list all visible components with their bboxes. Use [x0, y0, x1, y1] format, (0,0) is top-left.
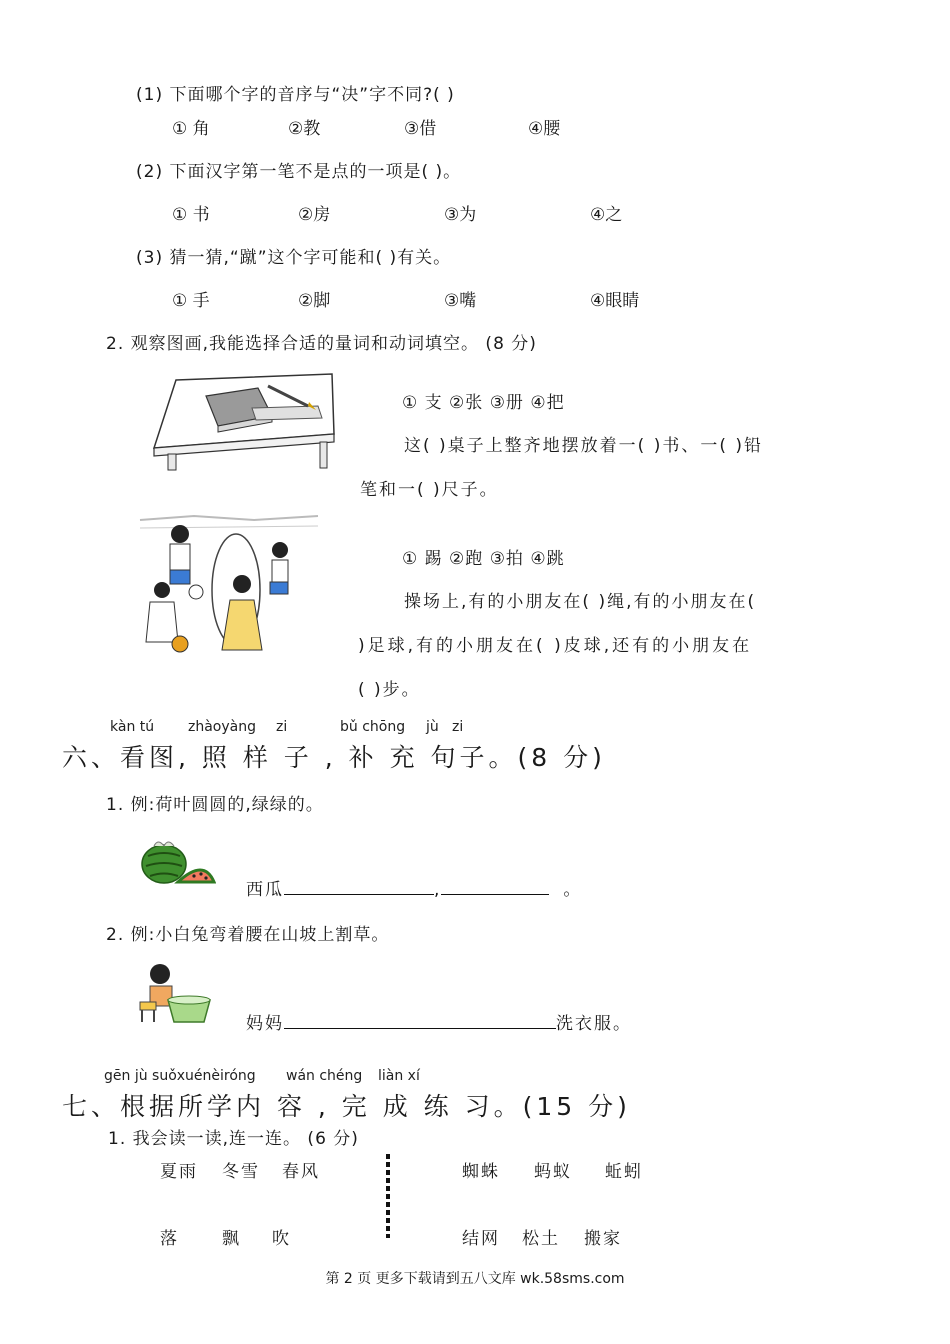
q3-option-2: ②脚 — [298, 291, 331, 311]
verb-word-2: 飘 — [222, 1229, 241, 1249]
dashed-divider — [383, 1152, 393, 1240]
q2-option-1: ① 书 — [172, 205, 210, 225]
desk-options: ① 支 ②张 ③册 ④把 — [402, 393, 565, 413]
watermelon-blank-1[interactable] — [284, 894, 434, 895]
question-2-prompt: (2) 下面汉字第一笔不是点的一项是( )。 — [136, 162, 462, 182]
insect-word-3: 蚯蚓 — [605, 1162, 643, 1182]
q1-option-1: ① 角 — [172, 119, 210, 139]
watermelon-blank-2[interactable] — [441, 894, 549, 895]
play-sentence-line-2: )足球,有的小朋友在( )皮球,还有的小朋友在 — [358, 636, 753, 656]
watermelon-period: 。 — [563, 880, 583, 900]
section-6-pinyin-4: bǔ chōng — [340, 719, 406, 735]
section-6-example-2: 2. 例:小白兔弯着腰在山坡上割草。 — [106, 925, 390, 945]
insect-word-1: 蜘蛛 — [462, 1162, 500, 1182]
play-options: ① 踢 ②跑 ③拍 ④跳 — [402, 549, 565, 569]
section-6-pinyin-5: jù — [426, 719, 439, 735]
q2-option-2: ②房 — [298, 205, 331, 225]
mother-washing-clothes-illustration — [136, 962, 212, 1026]
watermelon-prefix: 西瓜 — [246, 880, 284, 900]
verb-word-3: 吹 — [272, 1229, 291, 1249]
q1-option-2: ②教 — [288, 119, 321, 139]
section-6-pinyin-3: zi — [276, 719, 288, 735]
desk-with-book-illustration — [148, 372, 338, 474]
mother-blank[interactable] — [284, 1028, 556, 1029]
question-1-prompt: (1) 下面哪个字的音序与“决”字不同?( ) — [136, 85, 455, 105]
action-word-2: 松土 — [522, 1229, 560, 1249]
section-7-pinyin-1: gēn jù suǒxuénèiróng — [104, 1068, 256, 1084]
section-6-heading: 六、看图, 照 样 子 , 补 充 句子。(8 分) — [62, 743, 606, 772]
watermelon-comma: , — [434, 880, 442, 900]
weather-word-3: 春风 — [282, 1162, 320, 1182]
section-6-example-1: 1. 例:荷叶圆圆的,绿绿的。 — [106, 795, 324, 815]
weather-word-1: 夏雨 — [160, 1162, 198, 1182]
part-2-title: 2. 观察图画,我能选择合适的量词和动词填空。 (8 分) — [106, 334, 537, 354]
section-6-pinyin-2: zhàoyàng — [188, 719, 256, 735]
section-7-heading: 七、根据所学内 容 , 完 成 练 习。(15 分) — [62, 1092, 631, 1121]
mother-prefix: 妈妈 — [246, 1014, 284, 1034]
question-3-prompt: (3) 猜一猜,“蹴”这个字可能和( )有关。 — [136, 248, 452, 268]
section-7-pinyin-2: wán chéng — [286, 1068, 363, 1084]
section-7-q1-title: 1. 我会读一读,连一连。 (6 分) — [108, 1129, 359, 1149]
q2-option-3: ③为 — [444, 205, 477, 225]
mother-answer-line — [246, 1009, 632, 1034]
q3-option-4: ④眼睛 — [590, 291, 640, 311]
insect-word-2: 蚂蚁 — [534, 1162, 572, 1182]
verb-word-1: 落 — [160, 1229, 179, 1249]
play-sentence-line-1: 操场上,有的小朋友在( )绳,有的小朋友在( — [404, 592, 757, 612]
q3-option-1: ① 手 — [172, 291, 210, 311]
action-word-1: 结网 — [462, 1229, 500, 1249]
section-7-pinyin-3: liàn xí — [378, 1068, 420, 1084]
play-sentence-line-3: ( )步。 — [358, 680, 421, 700]
desk-sentence-line-2: 笔和一( )尺子。 — [360, 480, 499, 500]
watermelon-illustration — [138, 834, 216, 886]
q2-option-4: ④之 — [590, 205, 623, 225]
q3-option-3: ③嘴 — [444, 291, 477, 311]
watermelon-answer-line — [246, 875, 582, 900]
weather-word-2: 冬雪 — [222, 1162, 260, 1182]
desk-sentence-line-1: 这( )桌子上整齐地摆放着一( )书、一( )铅 — [404, 436, 764, 456]
section-6-pinyin-1: kàn tú — [110, 719, 155, 735]
q1-option-4: ④腰 — [528, 119, 561, 139]
q1-option-3: ③借 — [404, 119, 437, 139]
mother-suffix: 洗衣服。 — [556, 1014, 632, 1034]
action-word-3: 搬家 — [584, 1229, 622, 1249]
page-footer: 第 2 页 更多下载请到五八文库 wk.58sms.com — [325, 1271, 625, 1287]
playground-children-illustration — [134, 510, 324, 670]
section-6-pinyin-6: zi — [452, 719, 464, 735]
